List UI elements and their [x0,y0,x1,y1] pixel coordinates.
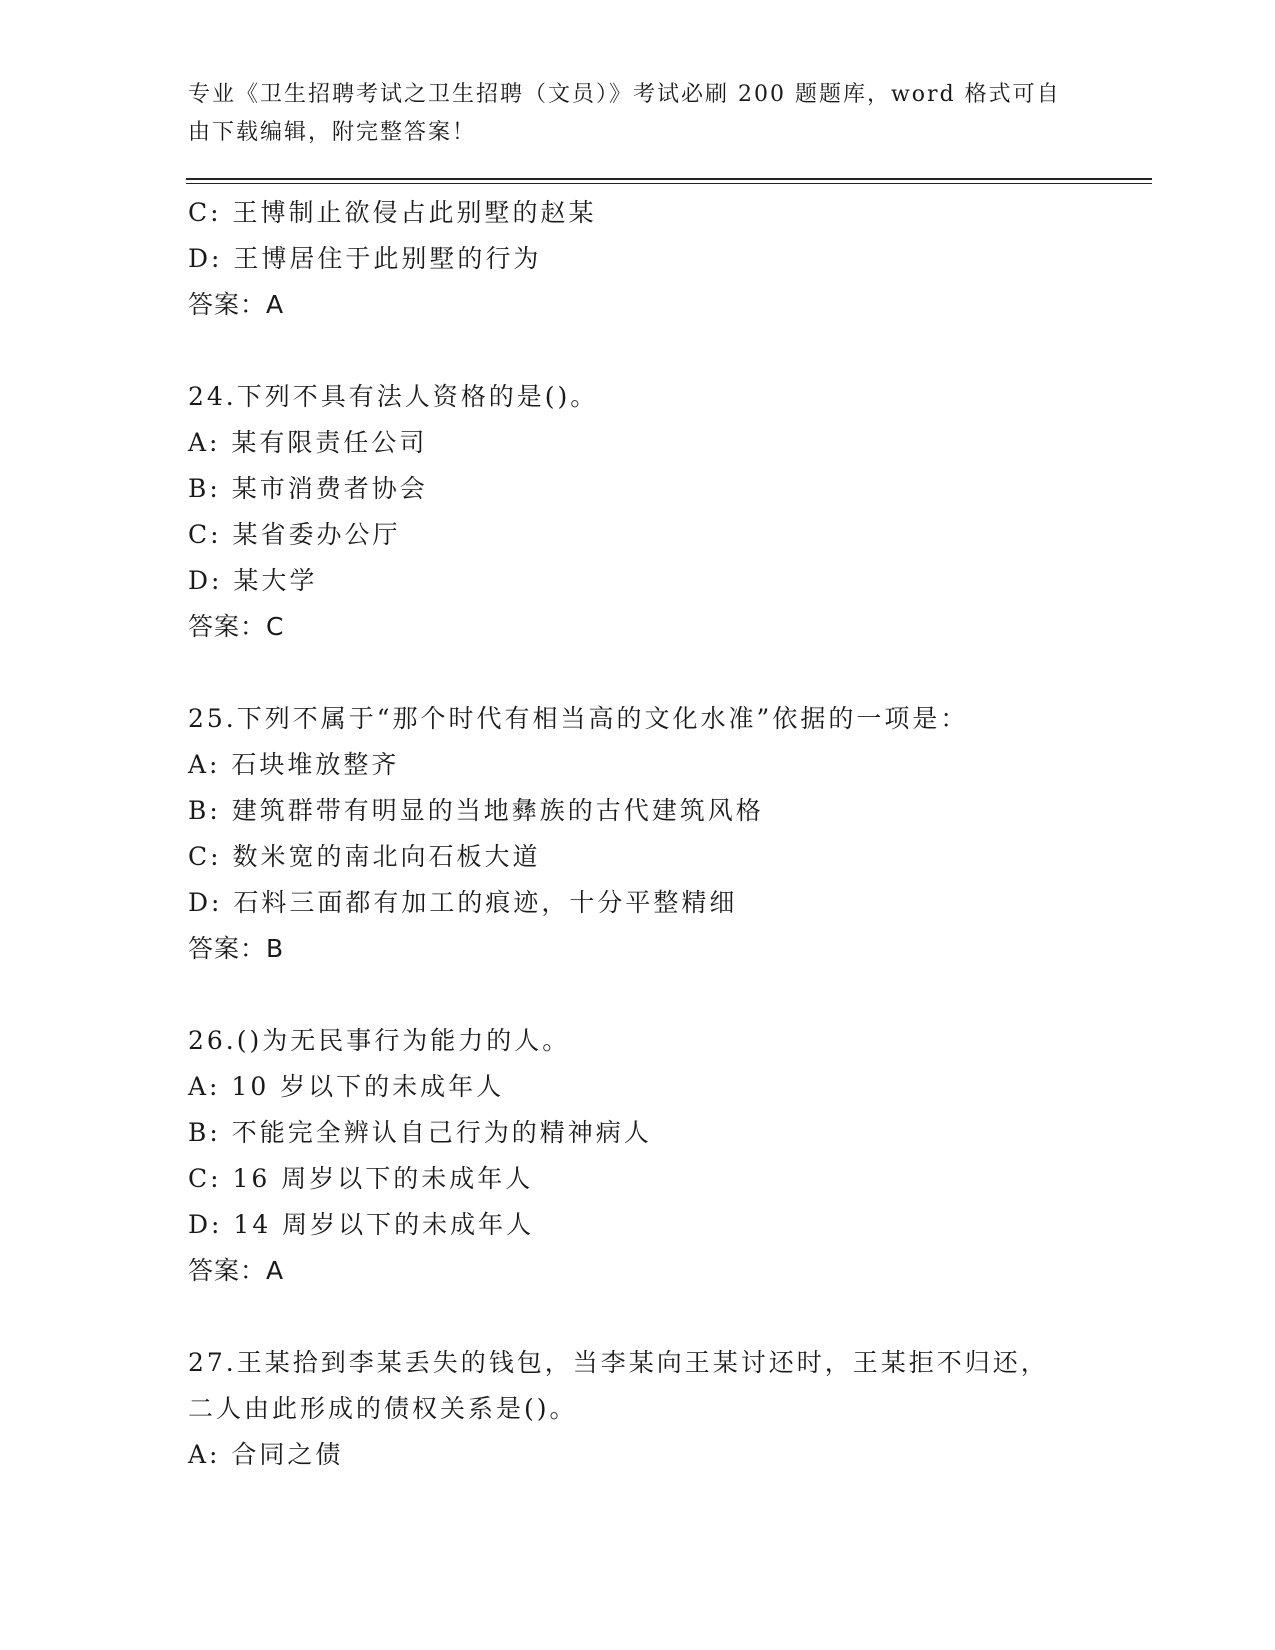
answer-line: 答案：C [188,612,285,641]
answer-line: 答案：B [188,934,285,963]
question-25 [188,696,1088,972]
header-line-2: 由下载编辑，附完整答案！ [188,120,477,145]
option-c: C: 16 周岁以下的未成年人 [188,1164,534,1193]
option-a: A: 石块堆放整齐 [188,750,400,779]
option-a: A: 10 岁以下的未成年人 [188,1072,505,1101]
option-c: C: 王博制止欲侵占此别墅的赵某 [188,198,597,227]
option-c: C: 某省委办公厅 [188,520,401,549]
spacer [188,1294,1088,1340]
question-title-line-1: 27.王某拾到李某丢失的钱包，当李某向王某讨还时，王某拒不归还， [188,1348,1049,1377]
option-d: D: 某大学 [188,566,318,595]
option-b: B: 建筑群带有明显的当地彝族的古代建筑风格 [188,796,764,825]
option-c: C: 数米宽的南北向石板大道 [188,842,541,871]
header-rule-thick [186,178,1152,180]
option-a: A: 合同之债 [188,1440,344,1469]
option-d: D: 王博居住于此别墅的行为 [188,244,542,273]
question-title: 26.()为无民事行为能力的人。 [188,1026,571,1055]
question-26 [188,1018,1088,1294]
document-body [188,190,1088,1478]
spacer [188,328,1088,374]
question-24 [188,374,1088,650]
header-line-1: 专业《卫生招聘考试之卫生招聘（文员）》考试必刷 200 题题库，word 格式可自 [188,82,1061,107]
option-d: D: 14 周岁以下的未成年人 [188,1210,535,1239]
question-title-line-2: 二人由此形成的债权关系是()。 [188,1394,578,1423]
answer-line: 答案：A [188,290,285,319]
question-title: 25.下列不属于“那个时代有相当高的文化水准”依据的一项是： [188,704,969,733]
spacer [188,972,1088,1018]
question-title: 24.下列不具有法人资格的是()。 [188,382,599,411]
question-27 [188,1340,1088,1478]
option-b: B: 不能完全辨认自己行为的精神病人 [188,1118,652,1147]
answer-line: 答案：A [188,1256,285,1285]
spacer [188,650,1088,696]
option-a: A: 某有限责任公司 [188,428,428,457]
option-b: B: 某市消费者协会 [188,474,428,503]
option-d: D: 石料三面都有加工的痕迹，十分平整精细 [188,888,738,917]
prev-question-block [188,190,1088,328]
header-rule-thin [186,183,1152,184]
document-header [188,76,1068,152]
